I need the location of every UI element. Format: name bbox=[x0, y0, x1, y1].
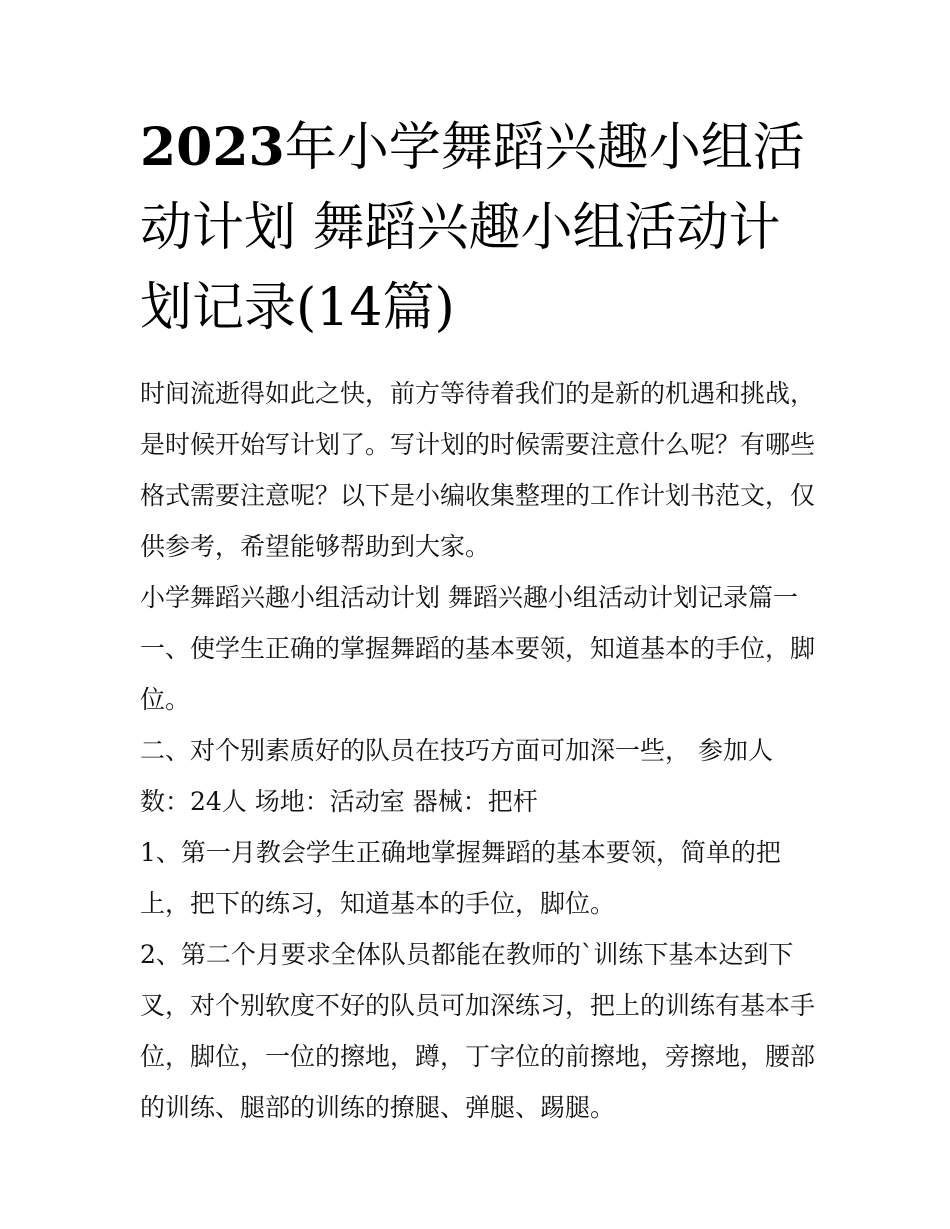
goal-item-1: 一、使学生正确的掌握舞蹈的基本要领，知道基本的手位，脚位。 bbox=[140, 634, 816, 714]
intro-paragraph: 时间流逝得如此之快，前方等待着我们的是新的机遇和挑战，是时候开始写计划了。写计划的时候需要注意什么呢？有哪些格式需要注意呢？以下是小编收集整理的工作计划书范文，仅供参考，希望能够帮助到大家。 bbox=[140, 379, 816, 561]
document-title bbox=[140, 108, 820, 348]
document-body bbox=[140, 368, 820, 1133]
goal-item-2: 二、对个别素质好的队员在技巧方面可加深一些， 参加人数：24人 场地：活动室 器械：把杆 bbox=[140, 736, 773, 816]
document-page bbox=[140, 108, 820, 1133]
plan-item-2: 2、第二个月要求全体队员都能在教师的`训练下基本达到下叉，对个别软度不好的队员可加深练习，把上的训练有基本手位，脚位，一位的擦地，蹲，丁字位的前擦地，旁擦地，腰部的训练、腿部的训练的撩腿、弹腿、踢腿。 bbox=[140, 940, 816, 1122]
title-text: 年小学舞蹈兴趣小组活动计划 舞蹈兴趣小组活动计划记录(14篇) bbox=[140, 118, 805, 338]
title-year: 2023 bbox=[140, 117, 285, 178]
plan-item-1: 1、第一月教会学生正确地掌握舞蹈的基本要领，简单的把上，把下的练习，知道基本的手位，脚位。 bbox=[140, 838, 781, 918]
section-heading: 小学舞蹈兴趣小组活动计划 舞蹈兴趣小组活动计划记录篇一 bbox=[140, 583, 798, 612]
